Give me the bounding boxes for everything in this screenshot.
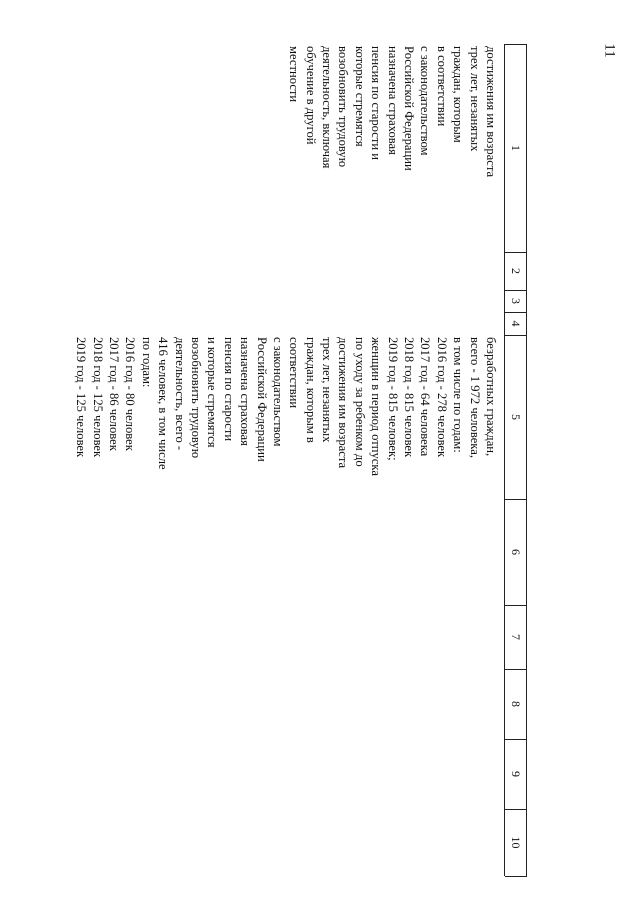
text-line: деятельность, включая <box>320 46 335 169</box>
text-line: обучение в другой <box>303 46 318 145</box>
text-line: 416 человек, в том числе <box>156 337 171 470</box>
text-line: в том числе по годам: <box>451 337 466 453</box>
header-bottom-border <box>504 44 505 876</box>
column-1-text <box>286 46 499 244</box>
text-line: по уходу за ребенком до <box>352 337 367 467</box>
column-number: 4 <box>509 320 523 327</box>
text-line: с законодательством <box>418 46 433 156</box>
text-line: местности <box>287 46 302 103</box>
text-line: трех лет, незанятых <box>320 337 335 443</box>
text-line: по годам: <box>139 337 154 388</box>
column-number: 9 <box>509 771 523 777</box>
text-line: достижения им возраста <box>336 337 351 469</box>
text-line: 2019 год - 125 человек <box>74 337 89 458</box>
column-number: 5 <box>509 414 523 420</box>
text-line: 2017 год - 86 человек <box>107 337 122 451</box>
header-top-border <box>526 44 527 876</box>
text-line: назначена страховая <box>385 46 400 155</box>
text-line: возобновить трудовую <box>188 337 203 459</box>
text-line: пенсия по старости <box>221 337 236 442</box>
text-line: в соответствии <box>434 46 449 127</box>
text-line: и которые стремятся <box>205 337 220 448</box>
text-line: которые стремятся <box>352 46 367 147</box>
text-line: женщин в период отпуска <box>369 337 384 476</box>
page-number: 11 <box>601 43 618 58</box>
text-line: с законодательством <box>270 337 285 447</box>
text-line: 2016 год - 80 человек <box>123 337 138 451</box>
text-line: достижения им возраста <box>484 46 498 178</box>
text-line: всего - 1 972 человека, <box>467 337 482 458</box>
column-number: 1 <box>509 145 523 151</box>
text-line: граждан, которым <box>451 46 466 143</box>
text-line: 2018 год - 125 человек <box>90 337 105 458</box>
column-5-text <box>73 337 499 497</box>
text-line: соответствии <box>287 337 302 409</box>
column-number: 7 <box>509 634 523 640</box>
text-line: 2017 год - 64 человека <box>418 337 433 457</box>
column-number: 2 <box>509 268 523 274</box>
text-line: Российской Федерации <box>254 337 269 462</box>
column-number: 3 <box>509 298 523 304</box>
text-line: деятельность, всего - <box>172 337 187 451</box>
text-line: 2019 год - 815 человек; <box>385 337 400 461</box>
text-line: пенсия по старости и <box>369 46 384 160</box>
text-line: 2016 год - 278 человек <box>434 337 449 458</box>
column-number: 8 <box>509 701 523 707</box>
column-number: 6 <box>509 549 523 555</box>
text-line: Российской Федерации <box>402 46 417 171</box>
text-line: 2018 год - 815 человек <box>402 337 417 458</box>
text-line: возобновить трудовую <box>336 46 351 168</box>
text-line: назначена страховая <box>238 337 253 446</box>
text-line: трех лет, незанятых <box>467 46 482 152</box>
text-line: граждан, которым в <box>303 337 318 443</box>
column-number: 10 <box>509 836 523 849</box>
text-line: безработных граждан, <box>484 337 498 457</box>
